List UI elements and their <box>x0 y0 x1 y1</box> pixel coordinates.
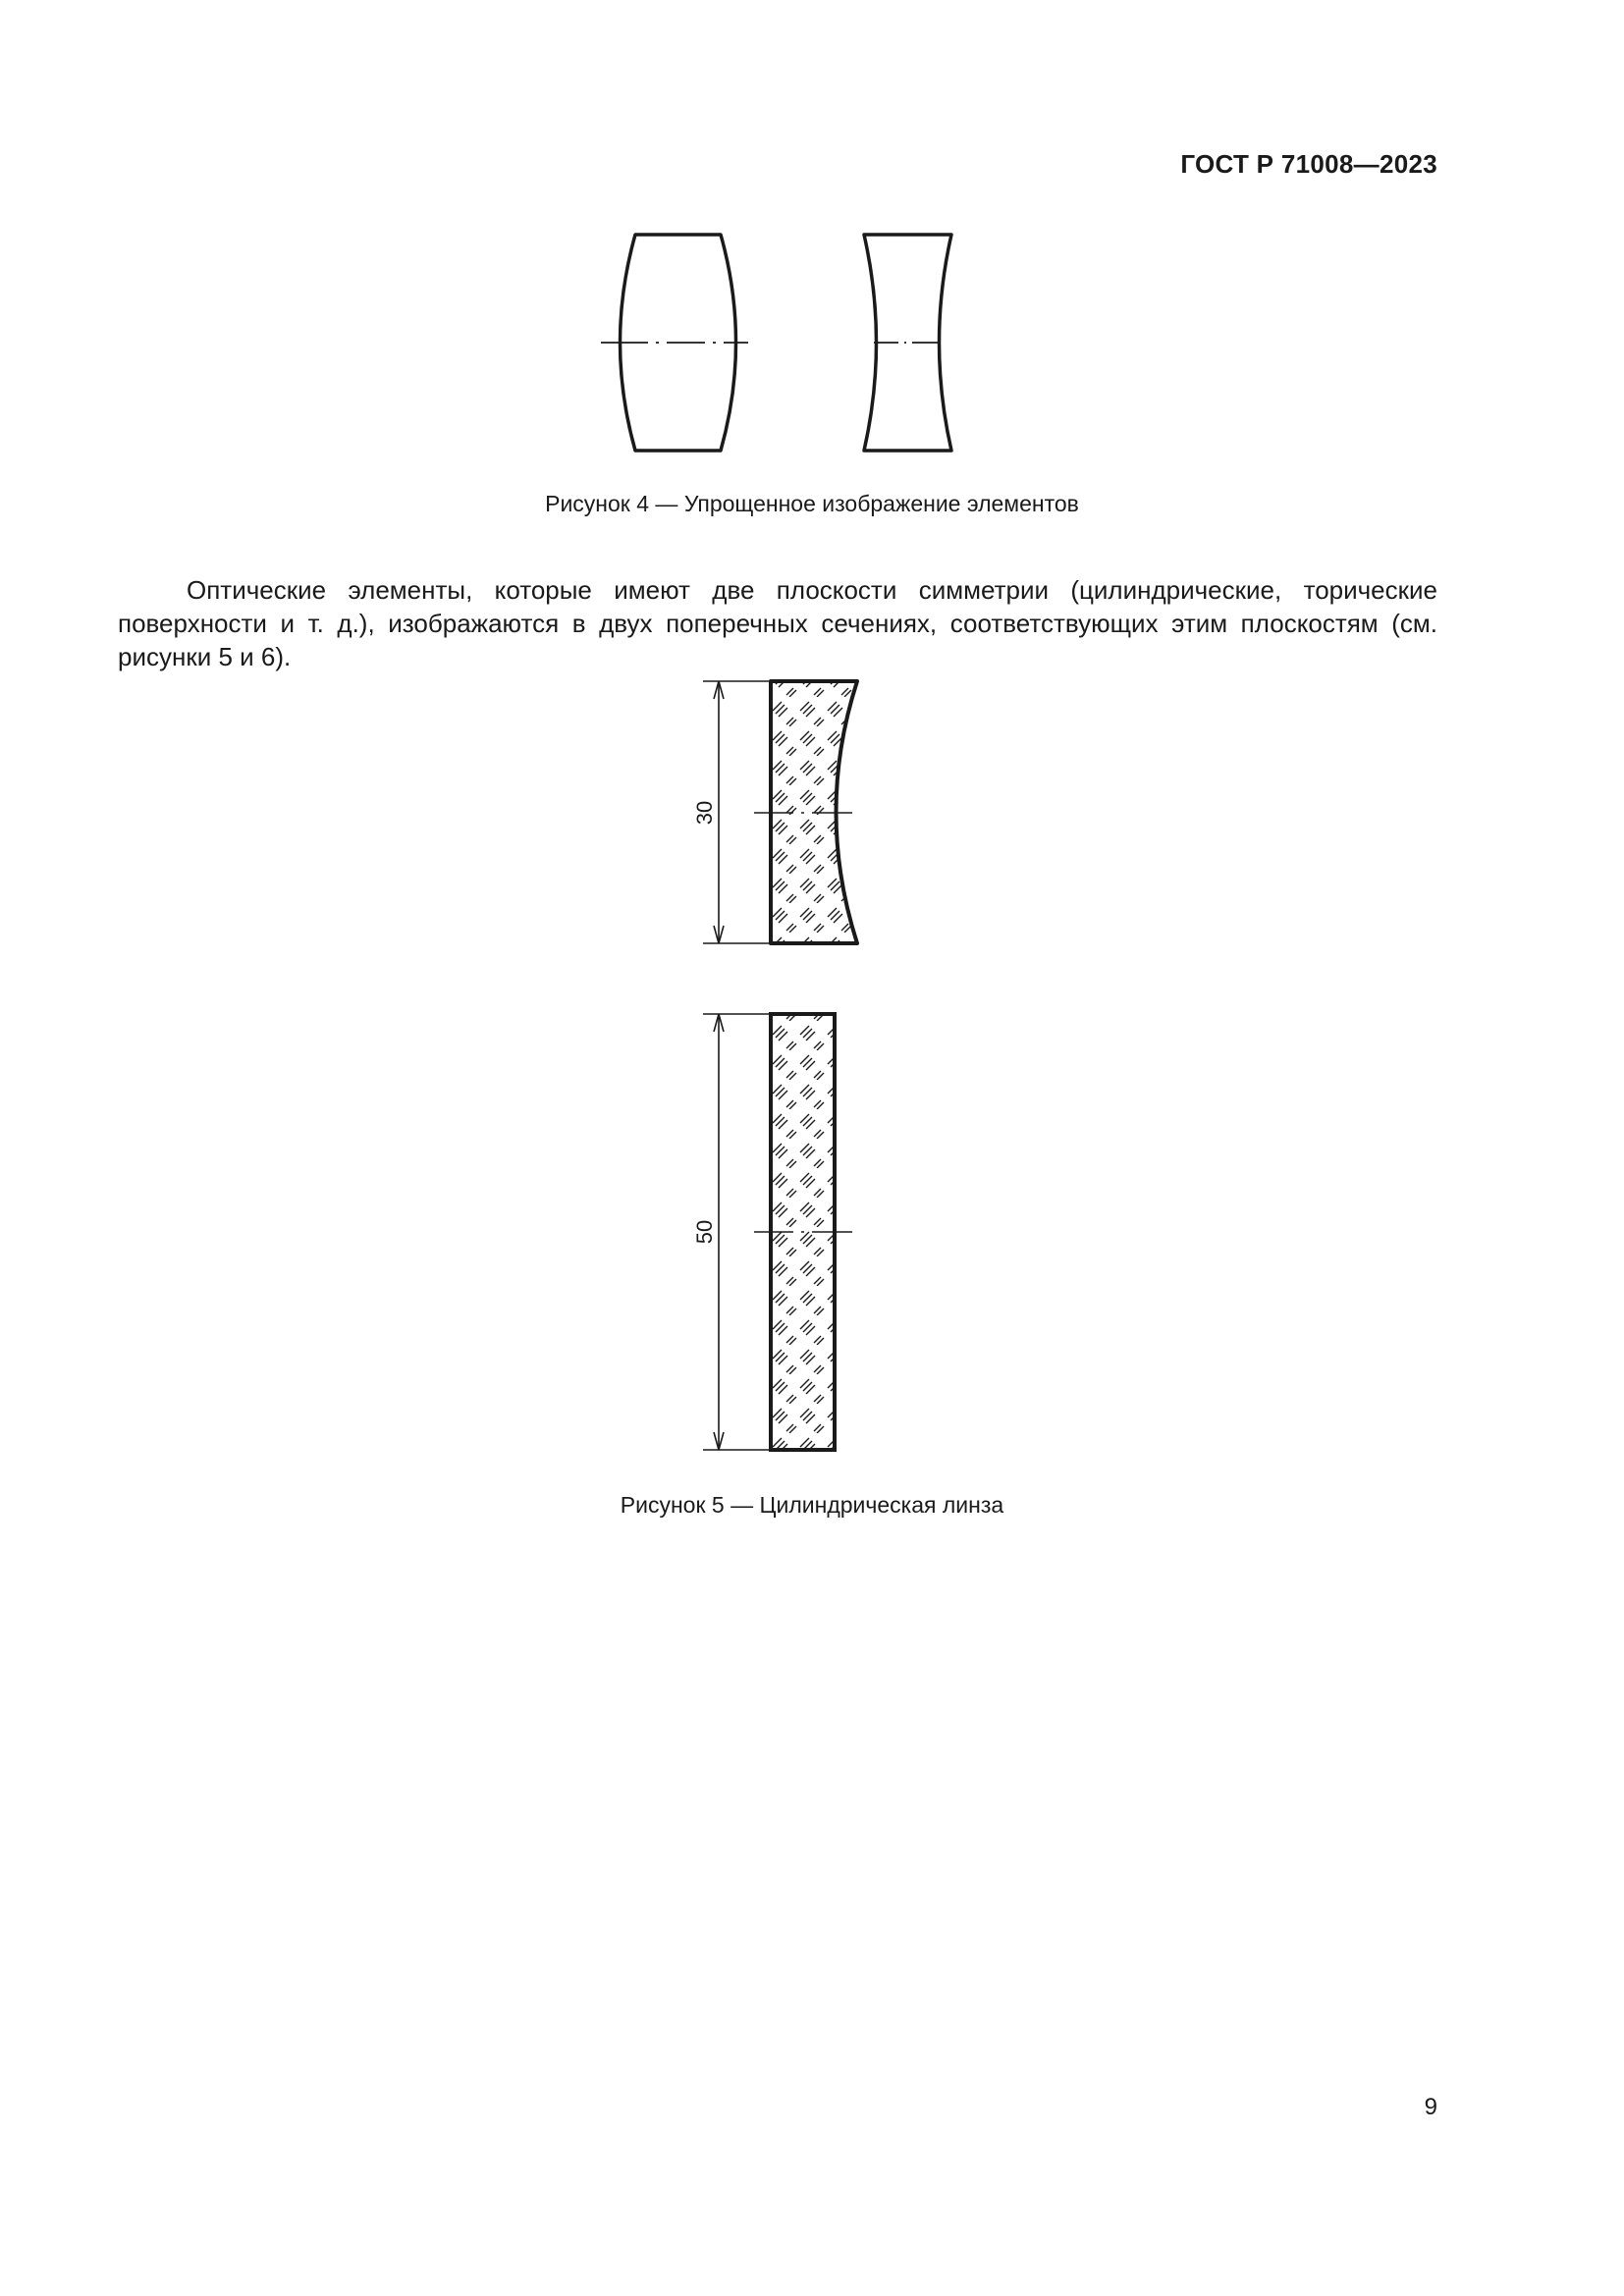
section-bottom <box>692 1014 852 1450</box>
dimension-top-label: 30 <box>692 800 717 826</box>
figure-4-drawing <box>589 221 982 466</box>
dimension-bottom-label: 50 <box>692 1219 717 1245</box>
figure-4-caption: Рисунок 4 — Упрощенное изображение элементов <box>545 491 1079 516</box>
document-code: ГОСТ Р 71008—2023 <box>1180 149 1437 179</box>
page-number: 9 <box>1424 2094 1437 2120</box>
section-top <box>692 681 857 943</box>
body-paragraph: Оптические элементы, которые имеют две плоскости симметрии (цилиндрические, торические поверхности и т. д.), изображаются в двух поперечных сечениях, соответствующих этим плоскостям (см. рисунки 5 и 6). <box>118 575 1437 671</box>
figure-5-caption: Рисунок 5 — Цилиндрическая линза <box>620 1492 1004 1518</box>
figure-5-drawing <box>687 667 884 1472</box>
